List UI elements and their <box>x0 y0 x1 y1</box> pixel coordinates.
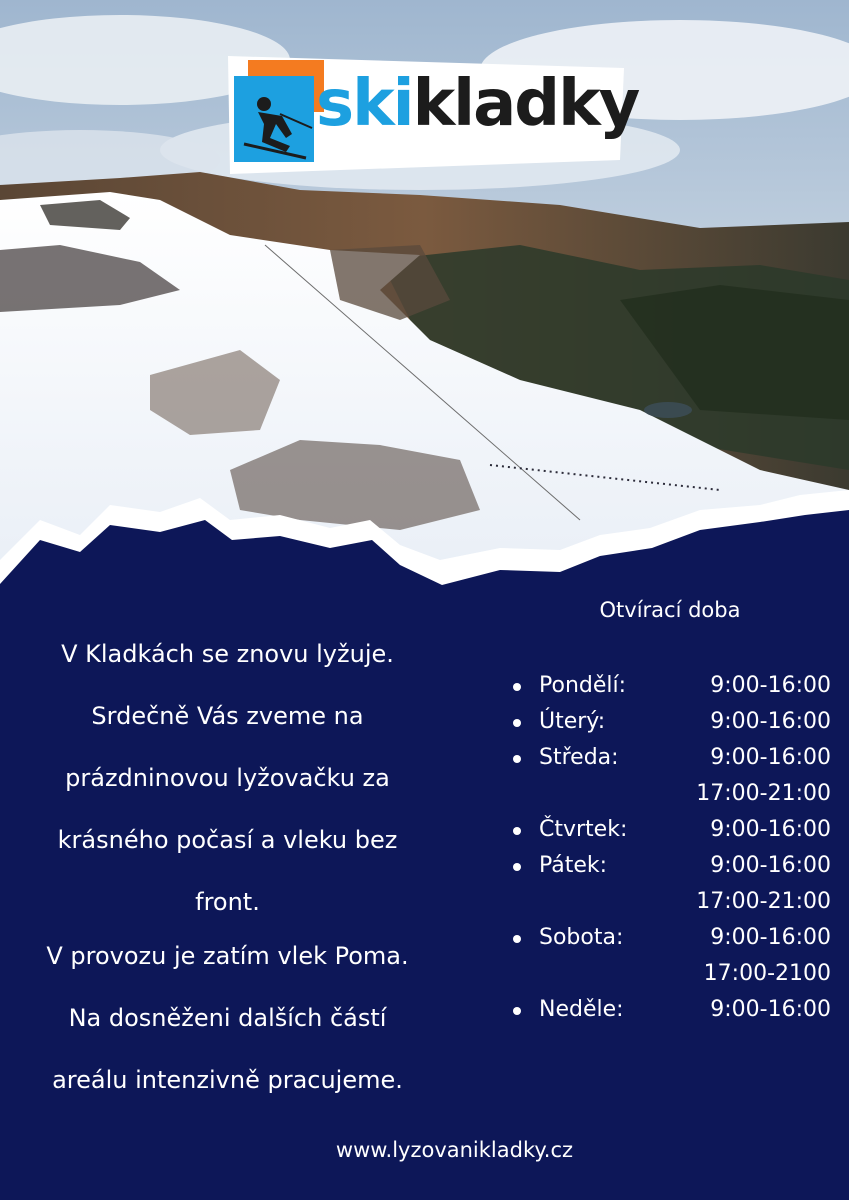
bullet-icon <box>513 755 521 763</box>
hours-row-friday-evening <box>508 884 833 920</box>
time-range: 9:00-16:00 <box>710 817 831 842</box>
hours-row-saturday <box>508 920 833 956</box>
hours-row-friday <box>508 848 833 884</box>
intro-line: prázdninovou lyžovačku za <box>65 764 390 792</box>
day-label: Neděle: <box>539 997 624 1022</box>
hours-row-thursday <box>508 812 833 848</box>
bullet-icon <box>513 683 521 691</box>
hours-row-tuesday <box>508 704 833 740</box>
time-range: 17:00-2100 <box>703 961 831 986</box>
day-label: Pátek: <box>539 853 608 878</box>
time-range: 9:00-16:00 <box>710 709 831 734</box>
logo-ski-text: ski <box>316 67 413 141</box>
bullet-icon <box>513 827 521 835</box>
intro-line: V Kladkách se znovu lyžuje. <box>61 640 394 668</box>
time-range: 9:00-16:00 <box>710 745 831 770</box>
opening-hours-title: Otvírací doba <box>599 598 741 622</box>
time-range: 9:00-16:00 <box>710 925 831 950</box>
day-label: Pondělí: <box>539 673 627 698</box>
website-url: www.lyzovanikladky.cz <box>335 1138 574 1162</box>
bullet-icon <box>513 935 521 943</box>
intro-line: areálu intenzivně pracujeme. <box>52 1066 403 1094</box>
hours-row-monday <box>508 668 833 704</box>
hours-row-saturday-evening <box>508 956 833 992</box>
day-label: Úterý: <box>539 709 606 734</box>
logo-wordmark <box>316 64 638 144</box>
day-label: Středa: <box>539 745 619 770</box>
hours-row-sunday <box>508 992 833 1028</box>
day-label: Čtvrtek: <box>539 817 628 842</box>
intro-line: Srdečně Vás zveme na <box>91 702 364 730</box>
intro-line: front. <box>195 888 260 916</box>
intro-line: Na dosněženi dalších částí <box>68 1004 387 1032</box>
intro-text <box>20 628 435 1116</box>
time-range: 17:00-21:00 <box>696 781 831 806</box>
hours-row-wednesday-evening <box>508 776 833 812</box>
logo-kladky-text: kladky <box>412 67 639 141</box>
intro-line: V provozu je zatím vlek Poma. <box>46 942 409 970</box>
hours-row-wednesday <box>508 740 833 776</box>
time-range: 9:00-16:00 <box>710 853 831 878</box>
intro-line: krásného počasí a vleku bez <box>57 826 398 854</box>
time-range: 9:00-16:00 <box>710 997 831 1022</box>
day-label: Sobota: <box>539 925 624 950</box>
bullet-icon <box>513 1007 521 1015</box>
bullet-icon <box>513 719 521 727</box>
time-range: 9:00-16:00 <box>710 673 831 698</box>
skikladky-logo <box>220 48 639 176</box>
opening-hours-list <box>508 668 833 1028</box>
bullet-icon <box>513 863 521 871</box>
time-range: 17:00-21:00 <box>696 889 831 914</box>
